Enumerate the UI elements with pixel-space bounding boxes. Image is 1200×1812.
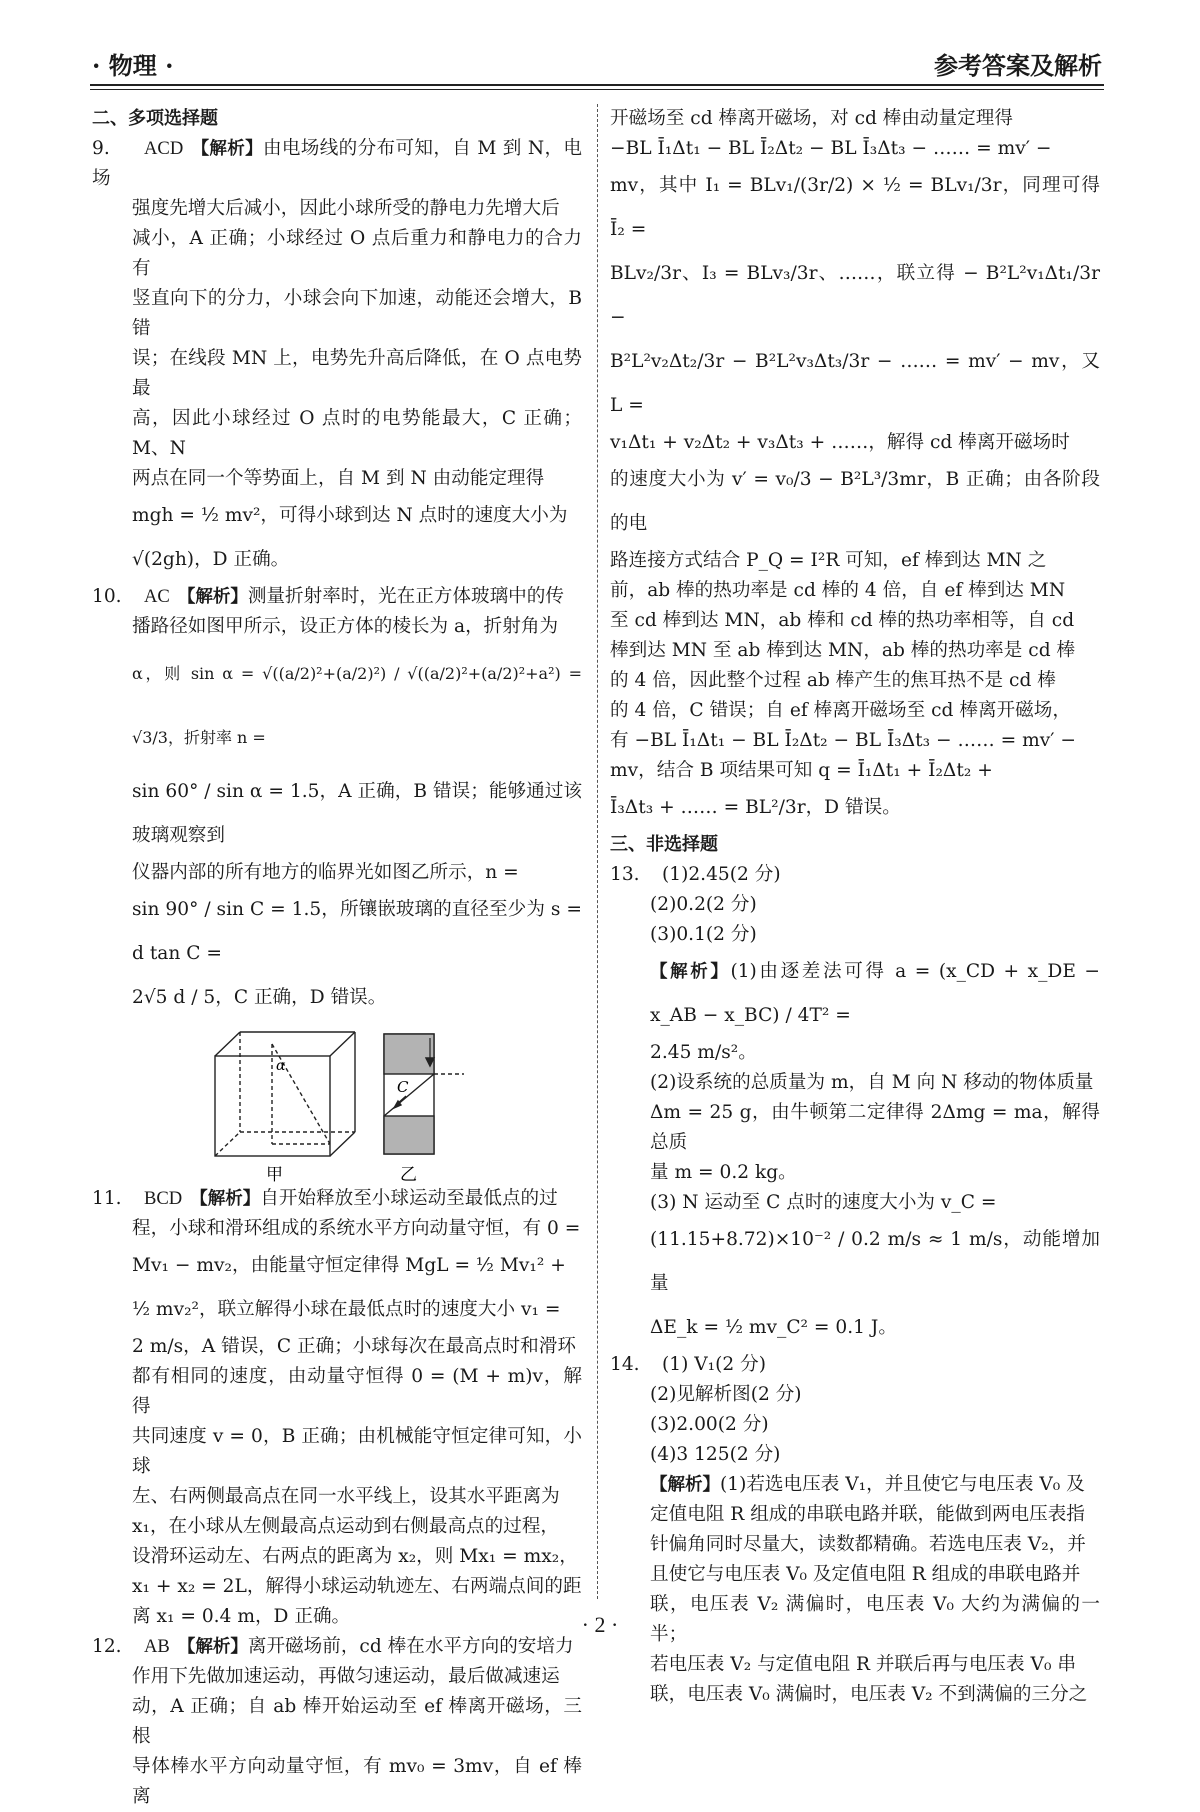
answer: ACD [144,138,184,159]
glass-diagram [384,1034,464,1154]
answer-part: (3)2.00(2 分) [650,1414,769,1435]
question-12-continued [610,104,1100,830]
cube-diagram [215,1032,355,1156]
text-line: (3) N 运动至 C 点时的速度大小为 v_C = [650,1192,997,1213]
question-number: 10. [92,586,122,607]
answer: AB [144,1636,170,1657]
angle-c-label: C [397,1078,409,1096]
answer: BCD [144,1188,183,1209]
angle-alpha-label: α [276,1058,286,1074]
answer: AC [144,586,170,607]
text-line: 联，电压表 V₂ 满偏时，电压表 V₀ 大约为满偏的一半； [650,1594,1100,1645]
header-left: · 物理 · [92,51,174,80]
text-line: 2 m/s，A 错误，C 正确；小球每次在最高点时和滑环 [132,1336,576,1357]
text-line: (1)若选电压表 V₁，并且使它与电压表 V₀ 及 [720,1474,1085,1495]
text-line: 至 cd 棒到达 MN，ab 棒和 cd 棒的热功率相等，自 cd [610,610,1075,631]
question-14 [610,1350,1100,1710]
text-line: 都有相同的速度，由动量守恒得 0 = (M + m)v，解得 [132,1366,582,1417]
header-rule-thin [90,89,1104,90]
text-line: 的 4 倍，因此整个过程 ab 棒产生的焦耳热不是 cd 棒 [610,670,1056,691]
question-number: 9. [92,138,110,159]
text-line: 若电压表 V₂ 与定值电阻 R 并联后再与电压表 V₀ 串 [650,1654,1076,1675]
section-heading: 二、多项选择题 [92,108,218,129]
text-line: 2.45 m/s²。 [650,1042,757,1063]
text-line: 仪器内部的所有地方的临界光如图乙所示，n = [132,862,519,883]
question-number: 13. [610,864,640,885]
analysis-tag: 【解析】 [191,139,263,159]
text-line: −BL Ī₁Δt₁ − BL Ī₂Δt₂ − BL Ī₃Δt₃ − …… = mv′ − [610,138,1052,159]
text-line: 左、右两侧最高点在同一水平线上，设其水平距离为 [132,1486,560,1507]
answer-part: (4)3 125(2 分) [650,1444,781,1465]
header-right: 参考答案及解析 [934,51,1102,80]
text-line: 播路径如图甲所示，设正方体的棱长为 a，折射角为 [132,616,559,637]
text-line: Δm = 25 g，由牛顿第二定律得 2Δmg = ma，解得总质 [650,1102,1100,1153]
text-line: 2√5 d / 5，C 正确，D 错误。 [132,987,387,1008]
page-number: · 2 · [581,1612,619,1637]
answer-part: (3)0.1(2 分) [650,924,757,945]
text-line: 棒到达 MN 至 ab 棒到达 MN，ab 棒的热功率是 cd 棒 [610,640,1076,661]
text-line: 由电场线的分布可知，自 M 到 N，电场 [92,138,583,189]
text-line: 误；在线段 MN 上，电势先升高后降低，在 O 点电势最 [132,348,582,399]
text-line: 强度先增大后减小，因此小球所受的静电力先增大后 [132,198,560,219]
text-line: 的速度大小为 v′ = v₀/3 − B²L³/3mr，B 正确；由各阶段的电 [610,469,1100,534]
text-line: x₁，在小球从左侧最高点运动到右侧最高点的过程， [132,1516,560,1537]
question-12 [92,1632,582,1812]
figure-cube-and-glass [92,1024,582,1184]
text-line: 针偏角同时尽量大，读数都精确。若选电压表 V₂，并 [650,1534,1086,1555]
text-line: 离开磁场前，cd 棒在水平方向的安培力 [247,1636,574,1657]
answer-part: (1)2.45(2 分) [662,864,781,885]
text-line: 量 m = 0.2 kg。 [650,1162,797,1183]
text-line: 测量折射率时，光在正方体玻璃中的传 [247,586,564,607]
text-line: mv，其中 I₁ = BLv₁/(3r/2) × ½ = BLv₁/3r，同理可得 Ī₂ = [610,175,1100,240]
question-number: 14. [610,1354,640,1375]
text-line: x₁ + x₂ = 2L，解得小球运动轨迹左、右两端点间的距 [132,1576,582,1597]
answer-part: (2)见解析图(2 分) [650,1384,802,1405]
text-line: 设滑环运动左、右两点的距离为 x₂，则 Mx₁ = mx₂， [132,1546,578,1567]
question-9 [92,134,582,582]
text-line: 自开始释放至小球运动至最低点的过 [260,1188,558,1209]
question-13 [610,860,1100,1350]
text-line: 前，ab 棒的热功率是 cd 棒的 4 倍，自 ef 棒到达 MN [610,580,1066,601]
answer-part: (1) V₁(2 分) [662,1354,766,1375]
figure-svg [92,1024,582,1184]
text-line: √(2gh)，D 正确。 [132,549,290,570]
text-line: 竖直向下的分力，小球会向下加速，动能还会增大，B 错 [132,288,582,339]
text-line: 的 4 倍，C 错误；自 ef 棒离开磁场至 cd 棒离开磁场， [610,700,1071,721]
analysis-tag: 【解析】 [177,1637,248,1657]
text-line: 离 x₁ = 0.4 m，D 正确。 [132,1606,351,1627]
text-line: mgh = ½ mv²，可得小球到达 N 点时的速度大小为 [132,505,568,526]
text-line: (1)由逐差法可得 a = (x_CD + x_DE − x_AB − x_BC) / 4T² = [650,961,1101,1026]
text-line: Mv₁ − mv₂，由能量守恒定律得 MgL = ½ Mv₁² + [132,1255,566,1276]
text-line: 联，电压表 V₀ 满偏时，电压表 V₂ 不到满偏的三分之 [650,1684,1088,1705]
text-line: 开磁场至 cd 棒离开磁场，对 cd 棒由动量定理得 [610,108,1013,129]
text-line: mv，结合 B 项结果可知 q = Ī₁Δt₁ + Ī₂Δt₂ + [610,760,993,781]
question-11 [92,1184,582,1632]
analysis-tag: 【解析】 [650,1475,720,1495]
text-line: sin 90° / sin C = 1.5，所镶嵌玻璃的直径至少为 s = d tan C = [132,899,582,964]
figure-label-jia: 甲 [266,1165,283,1184]
text-line: 定值电阻 R 组成的串联电路并联，能做到两电压表指 [650,1504,1085,1525]
text-line: 减小，A 正确；小球经过 O 点后重力和静电力的合力有 [132,228,582,279]
text-line: 有 −BL Ī₁Δt₁ − BL Ī₂Δt₂ − BL Ī₃Δt₃ − …… = mv′ − [610,730,1076,751]
text-line: 且使它与电压表 V₀ 及定值电阻 R 组成的串联电路并 [650,1564,1081,1585]
text-line: 路连接方式结合 P_Q = I²R 可知，ef 棒到达 MN 之 [610,550,1047,571]
analysis-tag: 【解析】 [650,962,731,982]
text-line: 导体棒水平方向动量守恒，有 mv₀ = 3mv，自 ef 棒离 [132,1756,582,1807]
section-heading: 三、非选择题 [610,834,718,855]
text-line: (11.15+8.72)×10⁻² / 0.2 m/s ≈ 1 m/s，动能增加量 [650,1229,1100,1294]
text-line: 作用下先做加速运动，再做匀速运动，最后做减速运 [132,1666,560,1687]
answer-part: (2)0.2(2 分) [650,894,757,915]
right-column [610,104,1100,1710]
figure-label-yi: 乙 [400,1165,417,1184]
text-line: sin 60° / sin α = 1.5，A 正确，B 错误；能够通过该玻璃观察到 [132,781,582,846]
text-line: BLv₂/3r、I₃ = BLv₃/3r、……，联立得 − B²L²v₁Δt₁/3r − [610,263,1100,328]
question-number: 12. [92,1636,122,1657]
analysis-tag: 【解析】 [177,587,248,607]
text-line: ΔE_k = ½ mv_C² = 0.1 J。 [650,1317,897,1338]
column-divider [597,104,598,1599]
text-line: Ī₃Δt₃ + …… = BL²/3r，D 错误。 [610,797,901,818]
header-rule [90,84,1104,86]
text-line: 两点在同一个等势面上，自 M 到 N 由动能定理得 [132,468,545,489]
text-line: 共同速度 v = 0，B 正确；由机械能守恒定律可知，小球 [132,1426,582,1477]
question-10 [92,582,582,1184]
question-number: 11. [92,1188,122,1209]
text-line: 动，A 正确；自 ab 棒开始运动至 ef 棒离开磁场，三根 [132,1696,582,1747]
text-line: α，则 sin α = √((a/2)²+(a/2)²) / √((a/2)²+(a/2)²+a²) = √3/3，折射率 n = [132,664,582,747]
text-line: v₁Δt₁ + v₂Δt₂ + v₃Δt₃ + ……，解得 cd 棒离开磁场时 [610,432,1070,453]
text-line: 高，因此小球经过 O 点时的电势能最大，C 正确；M、N [132,408,582,459]
text-line: B²L²v₂Δt₂/3r − B²L²v₃Δt₃/3r − …… = mv′ − mv，又 L = [610,351,1100,416]
text-line: ½ mv₂²，联立解得小球在最低点时的速度大小 v₁ = [132,1299,561,1320]
left-column [92,104,582,1812]
text-line: 程，小球和滑环组成的系统水平方向动量守恒，有 0 = [132,1218,581,1239]
analysis-tag: 【解析】 [190,1189,261,1209]
text-line: (2)设系统的总质量为 m，自 M 向 N 移动的物体质量 [650,1072,1094,1093]
